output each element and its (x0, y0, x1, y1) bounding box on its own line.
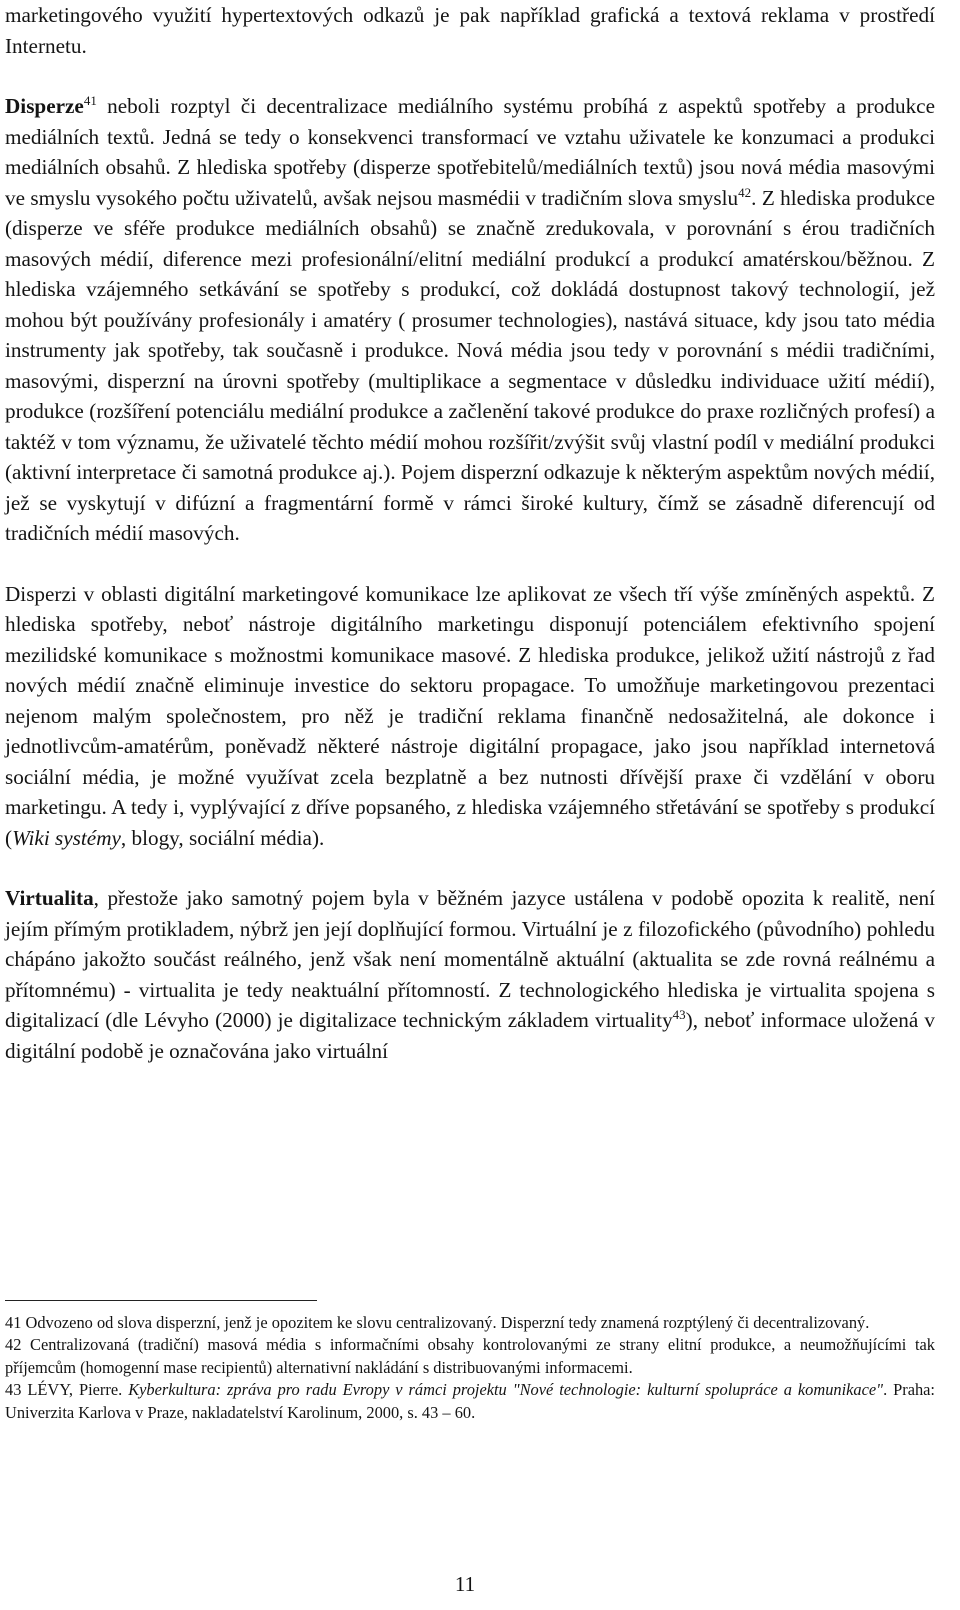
footnote-ref: 43 (672, 1006, 686, 1022)
text-run: . Z hlediska produkce (disperze ve sféře produkce mediálních obsahů) se značně zredukovala, v porovnání s érou tradičních masových médií, diference mezi profesionální/elitní mediální produkcí a produkcí amatérskou/běžnou. Z hlediska vzájemného setkávání se spotřeby s produkcí, což dokládá dostupnost takový technologií, jež mohou být používány profesionály i amatéry ( prosumer technologies), nastává situace, kdy jsou tato média instrumenty jak spotřeby, tak současně i produkce. Nová média jsou tedy v porovnání s médii tradičními, masovými, disperzní na úrovni spotřeby (multiplikace a segmentace v důsledku individuace užití médií), produkce (rozšíření potenciálu mediální produkce a začlenění takové produkce do praxe rozličných profesí) a taktéž v tom významu, že uživatelé těchto médií mohou rozšířit/zvýšit svůj vlastní podíl v mediální produkci (aktivní interpretace či samotná produkce aj.). Pojem disperzní odkazuje k některým aspektům nových médií, jež se vyskytují v difúzní a fragmentární formě v rámci široké kultury, čímž se zásadně diferencují od tradičních médií masových. (5, 185, 935, 545)
footnote-41 (5, 1312, 935, 1334)
footnote-separator (5, 1300, 317, 1301)
text-run: 41 Odvozeno od slova disperzní, jenž je opozitem ke slovu centralizovaný. Disperzní tedy znamená rozptýlený či decentralizovaný. (5, 1313, 870, 1332)
text-run: 42 Centralizovaná (tradiční) masová média s informačními obsahy kontrolovanými ze strany elitní produkce, a neumožňujícími tak příjemcům (homogenní mase recipientů) alternativní nakládání s distribuovanými informacemi. (5, 1335, 935, 1377)
text-run: Wiki systémy (12, 825, 121, 850)
text-run: , přestože jako samotný pojem byla v běžném jazyce ustálena v podobě opozita k realitě, není jejím přímým protikladem, nýbrž jen její doplňující formou. Virtuální je z filozofického (původního) pohledu chápáno jakožto součást reálného, jenž však není momentálně aktuální (aktualita se zde rovná reálnému a přítomnému) - virtualita je tedy neaktuální přítomností. Z technologického hlediska je virtualita spojena s digitalizací (dle Lévyho (2000) je digitalizace technickým základem virtuality (5, 886, 935, 1032)
paragraph-intro-continuation (5, 0, 935, 61)
footnote-43 (5, 1379, 935, 1424)
footnotes (5, 1312, 935, 1424)
text-run: Disperze (5, 94, 84, 118)
text-run: Virtualita (5, 886, 94, 910)
document-page (5, 0, 935, 1066)
footnote-ref: 42 (738, 184, 752, 200)
footnote-42 (5, 1334, 935, 1379)
footnote-ref: 41 (83, 92, 97, 108)
paragraph-virtualita (5, 883, 935, 1066)
text-run: Kyberkultura: zpráva pro radu Evropy v rámci projektu "Nové technologie: kulturní spolupráce a komunikace" (128, 1380, 884, 1400)
text-run: marketingového využití hypertextových odkazů je pak například grafická a textová reklama v prostředí Internetu. (5, 3, 935, 58)
text-run: 43 LÉVY, Pierre. (5, 1380, 129, 1400)
text-run: Disperzi v oblasti digitální marketingové komunikace lze aplikovat ze všech tří výše zmíněných aspektů. Z hlediska spotřeby, neboť nástroje digitálního marketingu disponují potenciálem efektivního spojení mezilidské komunikace s možnostmi komunikace masové. Z hlediska produkce, jelikož užití nástrojů z řad nových médií značně eliminuje investice do sektoru propagace. To umožňuje marketingovou prezentaci nejenom malým společnostem, pro něž je tradiční reklama finančně nedosažitelná, ale dokonce i jednotlivcům-amatérům, poněvadž některé nástroje digitální propagace, jako jsou například internetová sociální média, je možné využívat zcela bezplatně a bez nutnosti dřívější praxe či vzdělání v oboru marketingu. A tedy i, vyplývající z dříve popsaného, z hlediska vzájemného střetávání se spotřeby s produkcí ( (5, 581, 935, 850)
text-run: . Praha: Univerzita Karlova v Praze, nakladatelství Karolinum, 2000, s. 43 – 60. (5, 1380, 935, 1422)
text-run: neboli rozptyl či decentralizace mediálního systému probíhá z aspektů spotřeby a produkce mediálních textů. Jedná se tedy o konsekvenci transformací ve vztahu uživatele ke konzumaci a produkci mediálních obsahů. Z hlediska spotřeby (disperze spotřebitelů/mediálních textů) jsou nová média masovými ve smyslu vysokého počtu uživatelů, avšak nejsou masmédii v tradičním slova smyslu (5, 94, 935, 210)
paragraph-disperze-marketing (5, 579, 935, 854)
text-run: ), neboť informace uložená v digitální podobě je označována jako virtuální (5, 1008, 935, 1063)
text-run: , blogy, sociální média). (120, 825, 325, 850)
paragraph-disperze (5, 91, 935, 549)
page-number: 11 (454, 1572, 476, 1596)
